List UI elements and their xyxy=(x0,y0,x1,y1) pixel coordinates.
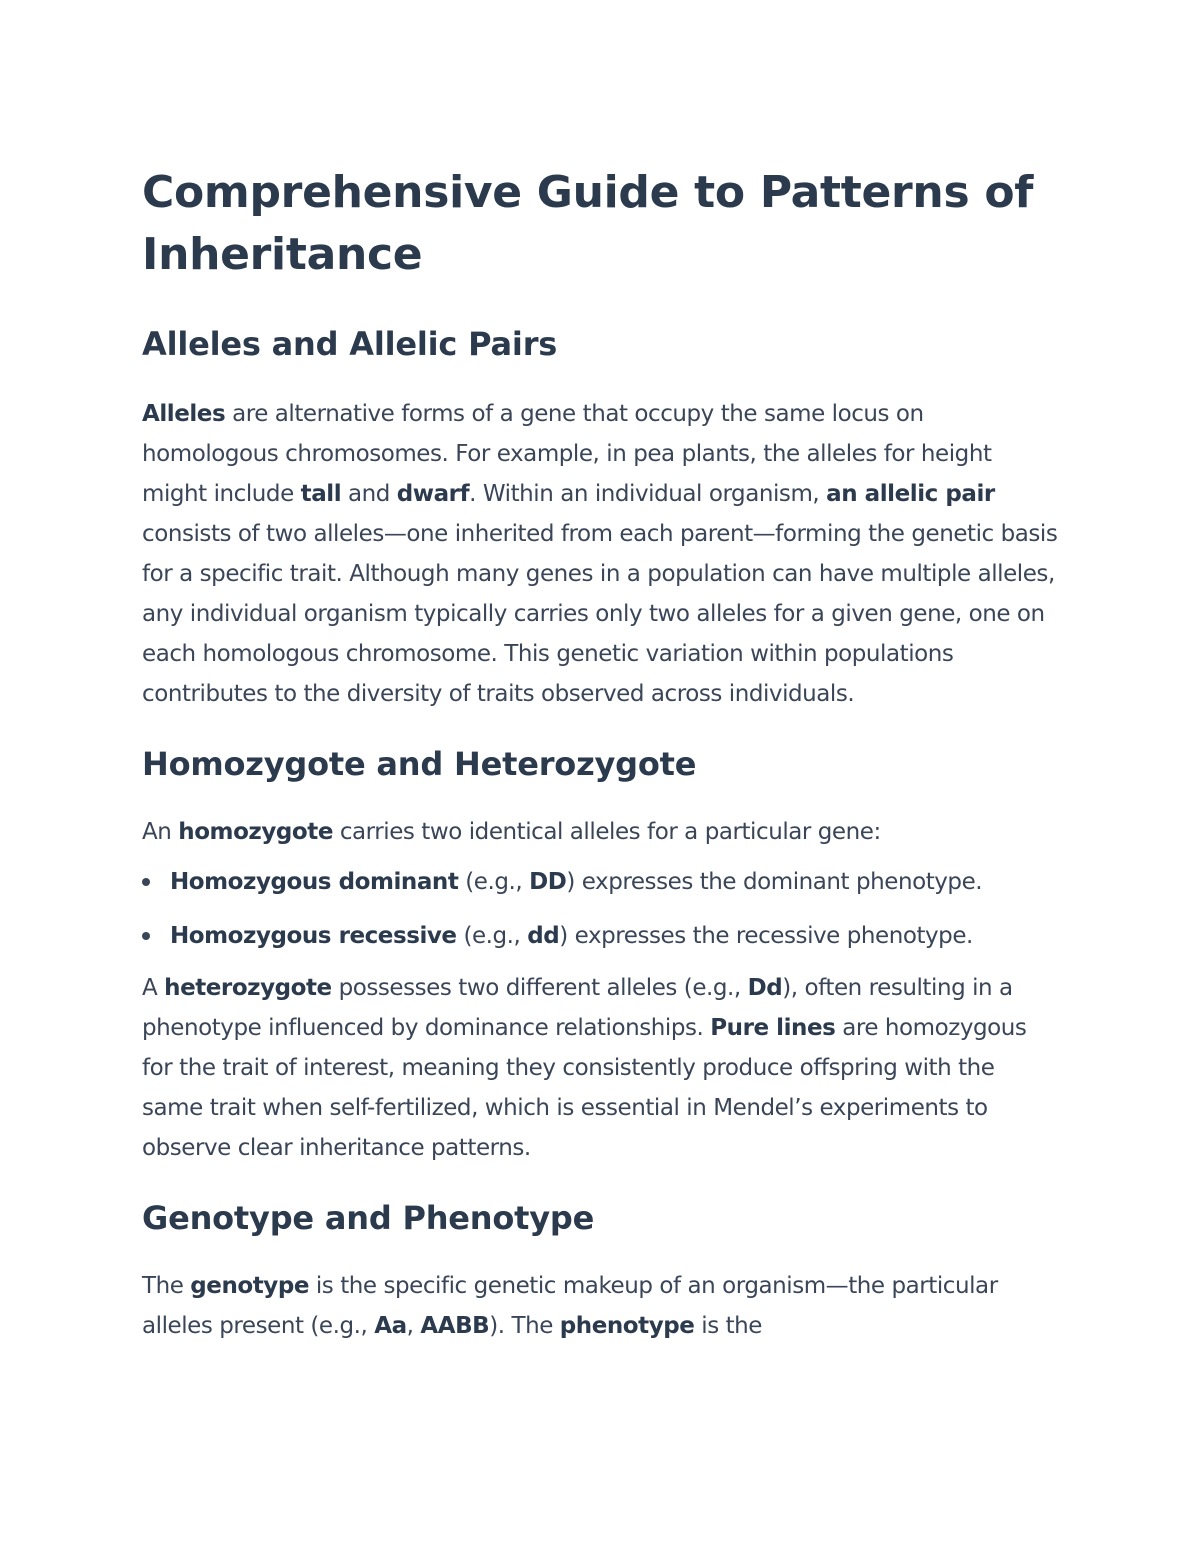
term-phenotype: phenotype xyxy=(559,1313,695,1339)
term-homozygote: homozygote xyxy=(178,819,333,845)
bullet-icon xyxy=(142,932,150,940)
list-item: Homozygous dominant (e.g., DD) expresses the dominant phenotype. xyxy=(142,862,1062,902)
page-title: Comprehensive Guide to Patterns of Inheritance xyxy=(142,167,1034,280)
list-item: Homozygous recessive (e.g., dd) expresses the recessive phenotype. xyxy=(142,916,1062,956)
term-pure-lines: Pure lines xyxy=(710,1015,836,1041)
term-dwarf: dwarf xyxy=(396,481,470,507)
term-heterozygote: heterozygote xyxy=(164,975,332,1001)
bullet-icon xyxy=(142,878,150,886)
section-heading-genotype: Genotype and Phenotype xyxy=(142,1199,595,1237)
homozygote-list xyxy=(142,862,1062,956)
document-page xyxy=(142,162,1062,1346)
section-heading-homozygote: Homozygote and Heterozygote xyxy=(142,745,697,783)
paragraph-heterozygote: A heterozygote possesses two different alleles (e.g., Dd), often resulting in a phenotype influenced by dominance relationships. Pure lines are homozygous for the trait of interest, meaning they consistently produce offspring with the same trait when self-fertilized, which is essential in Mendel’s experiments to observe clear inheritance patterns. xyxy=(142,975,1027,1161)
term-alleles: Alleles xyxy=(142,401,226,427)
section-heading-alleles: Alleles and Allelic Pairs xyxy=(142,325,558,363)
term-tall: tall xyxy=(300,481,342,507)
paragraph-genotype: The genotype is the specific genetic makeup of an organism—the particular alleles present (e.g., Aa, AABB). The phenotype is the xyxy=(142,1273,998,1339)
paragraph-homozygote-intro: An homozygote carries two identical alleles for a particular gene: xyxy=(142,819,881,845)
term-allelic-pair: an allelic pair xyxy=(826,481,995,507)
paragraph-alleles: Alleles are alternative forms of a gene that occupy the same locus on homologous chromosomes. For example, in pea plants, the alleles for height might include tall and dwarf. Within an individual organism, an allelic pair consists of two alleles—one inherited from each parent—forming the genetic basis for a specific trait. Although many genes in a population can have multiple alleles, any individual organism typically carries only two alleles for a given gene, one on each homologous chromosome. This genetic variation within populations contributes to the diversity of traits observed across individuals. xyxy=(142,401,1058,707)
term-genotype: genotype xyxy=(190,1273,309,1299)
